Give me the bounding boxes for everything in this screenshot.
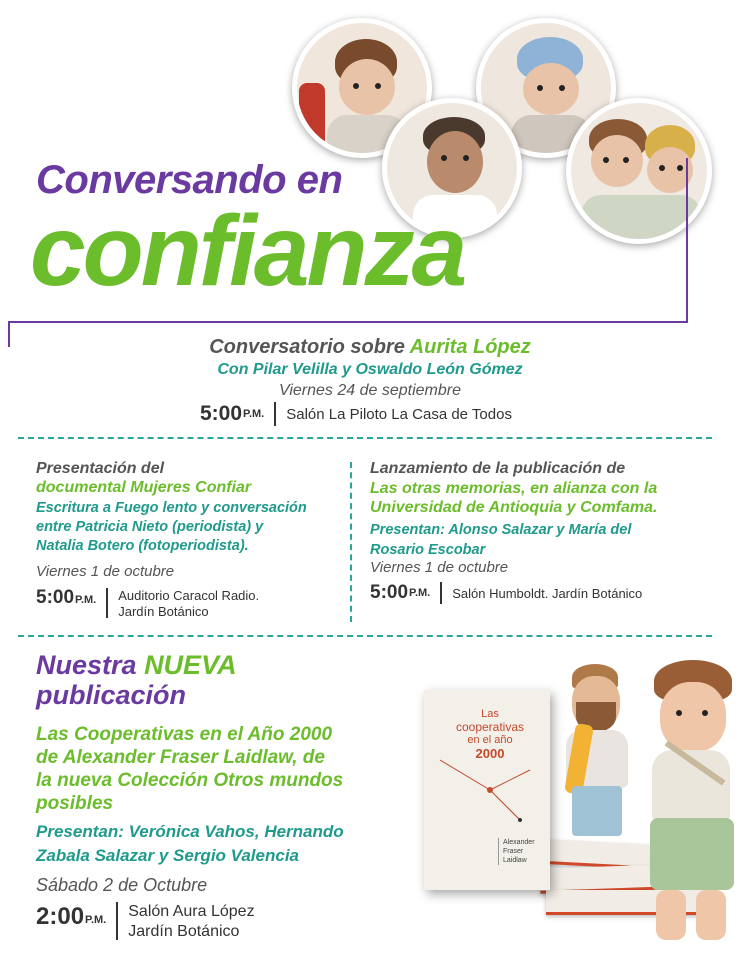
event2-location-line: Auditorio Caracol Radio.: [118, 588, 260, 603]
doll-eye: [677, 165, 683, 171]
publication-time-row: [36, 902, 255, 942]
event3-subtitle: [370, 479, 657, 517]
book-title-line: Las: [481, 708, 499, 720]
doll-pants: [572, 786, 622, 836]
divider-bar: [106, 588, 108, 618]
publication-presenters: [36, 820, 344, 868]
event2-subtitle: documental Mujeres Confiar: [36, 479, 252, 496]
doll-eye: [463, 155, 469, 161]
doll-face: [339, 59, 395, 115]
event1-time: 5:00: [200, 402, 243, 425]
event1-with: Con Pilar Velilla y Oswaldo León Gómez: [217, 361, 523, 378]
doll-face: [523, 63, 579, 115]
title-line-2: confianza: [30, 195, 465, 307]
doll-eye: [537, 85, 543, 91]
event3-subtitle-line: Las otras memorias, en alianza con la: [370, 480, 658, 497]
book-title-line: en el año: [467, 734, 513, 746]
doll-eye: [603, 157, 609, 163]
publication-time: 2:00: [36, 903, 85, 930]
doll-eye: [676, 710, 682, 716]
publication-description-line: la nueva Colección Otros mundos: [36, 770, 344, 791]
publication-location-line: Jardín Botánico: [128, 923, 240, 940]
doll-eye: [659, 165, 665, 171]
publication-date: Sábado 2 de Octubre: [36, 875, 208, 895]
doll-pants: [650, 818, 734, 890]
event2-location-line: Jardín Botánico: [118, 604, 209, 619]
event3-time: 5:00: [370, 582, 409, 603]
event1-location: Salón La Piloto La Casa de Todos: [286, 405, 512, 423]
event2-ampm: P.M.: [75, 594, 97, 606]
book-author-line: Alexander: [503, 839, 535, 846]
event1-time-row: [200, 402, 512, 426]
title-line-1: Conversando en: [36, 158, 343, 202]
event3-presenters-line: Rosario Escobar: [370, 542, 486, 558]
publication-description-line: Las Cooperativas en el Año 2000: [36, 724, 333, 745]
photo-circle-doll-pair: [566, 98, 712, 244]
doll-face: [427, 131, 483, 193]
event2-description: [36, 499, 307, 556]
event2-time-row: [36, 588, 259, 620]
book-cover: [424, 690, 550, 890]
book-author: [498, 838, 535, 865]
publication-location: [128, 902, 254, 942]
event2-description-line: Escritura a Fuego lento y conversación: [36, 500, 307, 516]
book-title-line: 2000: [475, 746, 505, 761]
event3-subtitle-line: Universidad de Antioquia y Comfama.: [370, 499, 658, 516]
publication-heading-word1: Nuestra: [36, 650, 137, 680]
publication-description: [36, 723, 343, 815]
event2-description-line: Natalia Botero (fotoperiodista).: [36, 538, 249, 554]
doll-face: [591, 135, 643, 187]
title-frame-bottom: [8, 321, 688, 323]
publication-heading-word2: NUEVA: [144, 650, 237, 680]
event2-heading: Presentación del: [36, 460, 165, 477]
section-divider-2: [18, 635, 712, 637]
event1-ampm: P.M.: [243, 408, 265, 420]
event1-heading: [0, 336, 740, 359]
title-frame-right: [686, 158, 688, 322]
doll-shoe: [656, 890, 686, 940]
section-divider-1: [18, 437, 712, 439]
event2-time: 5:00: [36, 587, 75, 608]
doll-body: [581, 195, 701, 239]
book-cover-network-graphic: [430, 750, 540, 830]
event3-location: Salón Humboldt. Jardín Botánico: [452, 585, 643, 601]
publication-presenters-line: Zabala Salazar y Sergio Valencia: [36, 846, 300, 865]
event1-heading-name: Aurita López: [409, 336, 531, 358]
doll-scarf: [299, 83, 325, 153]
doll-eye: [623, 157, 629, 163]
publication-heading: [36, 650, 237, 710]
event3-date: Viernes 1 de octubre: [370, 559, 509, 576]
publication-description-line: de Alexander Fraser Laidlaw, de: [36, 747, 325, 768]
event3-heading: Lanzamiento de la publicación de: [370, 460, 626, 477]
event1-heading-prefix: Conversatorio sobre: [209, 336, 405, 358]
event1-date: Viernes 24 de septiembre: [278, 382, 462, 399]
event2-description-line: entre Patricia Nieto (periodista) y: [36, 519, 264, 535]
doll-eye: [375, 83, 381, 89]
event3-ampm: P.M.: [409, 587, 431, 599]
doll-eye: [441, 155, 447, 161]
publication-description-line: posibles: [36, 793, 114, 814]
event2-date: Viernes 1 de octubre: [36, 563, 175, 580]
doll-eye: [702, 710, 708, 716]
column-divider: [350, 462, 352, 622]
divider-bar: [116, 902, 118, 940]
publication-location-line: Salón Aura López: [128, 903, 255, 920]
divider-bar: [440, 582, 442, 604]
event3-presenters-line: Presentan: Alonso Salazar y María del: [370, 522, 632, 538]
stacked-book: [546, 890, 716, 915]
book-title-line: cooperativas: [455, 720, 525, 734]
event2-location: [118, 588, 259, 620]
doll-eye: [353, 83, 359, 89]
divider-bar: [274, 402, 276, 426]
book-author-line: Fraser: [503, 848, 524, 855]
publication-ampm: P.M.: [85, 914, 107, 926]
event3-time-row: [370, 582, 642, 604]
publication-presenters-line: Presentan: Verónica Vahos, Hernando: [36, 822, 344, 841]
publication-heading-line2: publicación: [36, 680, 187, 710]
book-author-line: Laidlaw: [503, 857, 527, 864]
doll-shoe: [696, 890, 726, 940]
doll-eye: [559, 85, 565, 91]
event3-presenters: [370, 520, 631, 560]
